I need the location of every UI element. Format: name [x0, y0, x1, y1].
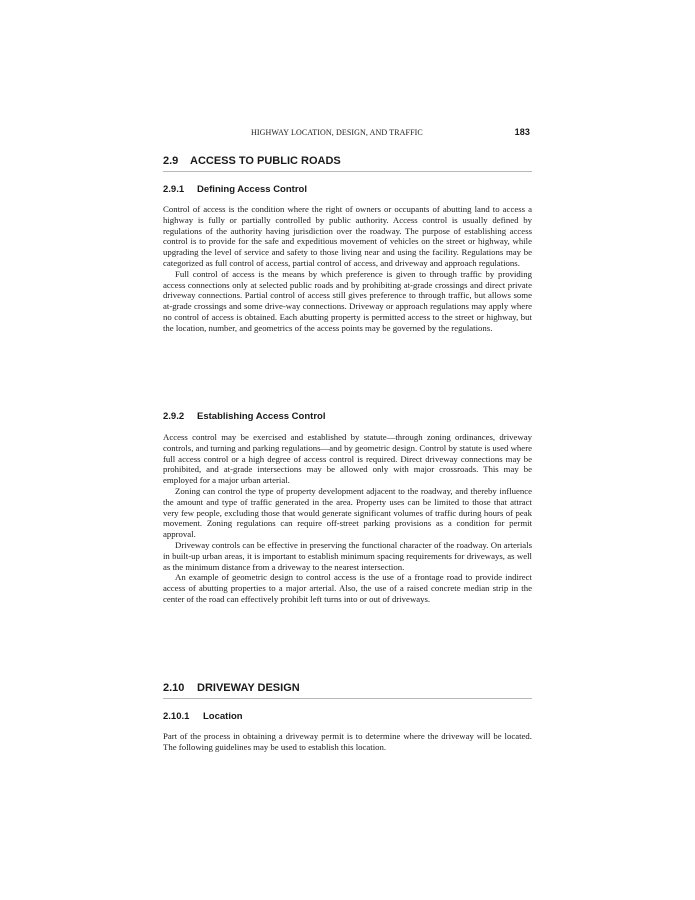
section-heading-2-9 [163, 155, 532, 172]
subsection-title: Defining Access Control [197, 184, 307, 195]
page-number: 183 [514, 127, 530, 137]
section-title: DRIVEWAY DESIGN [197, 682, 300, 694]
paragraph: Driveway controls can be effective in preserving the functional character of the roadway. On arterials in built-up urban areas, it is important to establish minimum spacing requirements for driveways, as well as the minimum distance from a driveway to the nearest intersection. [163, 539, 532, 572]
subsection-number: 2.9.1 [163, 184, 185, 195]
paragraph: Part of the process in obtaining a driveway permit is to determine where the driveway will be located. The following guidelines may be used to establish this location. [163, 731, 532, 752]
paragraph: Access control may be exercised and established by statute—through zoning ordinances, driveway controls, and turning and parking regulations—and by geometric design. Control by statute is used where full access control or a high degree of access control is required. Direct driveway connections may be prohibited, and at-grade intersections may be allowed only with major crossroads. This may be employed for a major urban arterial. [163, 432, 532, 486]
subsection-heading-2-9-2 [163, 411, 325, 422]
subsection-heading-2-10-1 [163, 711, 243, 722]
paragraph: Full control of access is the means by which preference is given to through traffic by providing access connections only at selected public roads and by prohibiting at-grade crossings and direct private driveway connections. Partial control of access still gives preference to through traffic, but allows some at-grade crossings and some drive-way connections. Driveway or approach regulations may apply where no control of access is obtained. Each abutting property is permitted access to the street or highway, but the location, number, and geometrics of the access points may be governed by the regulations. [163, 268, 532, 333]
subsection-title: Location [203, 711, 243, 722]
running-title: HIGHWAY LOCATION, DESIGN, AND TRAFFIC [251, 128, 423, 137]
subsection-title: Establishing Access Control [197, 411, 326, 422]
subsection-heading-2-9-1 [163, 184, 307, 195]
section-number: 2.9 [163, 155, 179, 167]
section-heading-2-10 [163, 682, 532, 699]
running-header [163, 128, 532, 140]
paragraph: Control of access is the condition where the right of owners or occupants of abutting land to access a highway is fully or partially controlled by public authority. Access control is usually defined by regulations of the authority having jurisdiction over the roadway. The purpose of establishing access control is to provide for the safe and expeditious movement of vehicles on the street or highway, while upgrading the level of service and safety to those living near and using the facility. Regulations may be categorized as full control of access, partial control of access, and driveway and approach regulations. [163, 204, 532, 268]
paragraph: An example of geometric design to control access is the use of a frontage road to provide indirect access of abutting properties to a major arterial. Also, the use of a raised concrete median strip in the center of the road can effectively prohibit left turns into or out of driveways. [163, 572, 532, 604]
section-title: ACCESS TO PUBLIC ROADS [190, 155, 341, 167]
section-number: 2.10 [163, 682, 185, 694]
subsection-body-2-9-2 [163, 432, 532, 605]
subsection-number: 2.9.2 [163, 411, 185, 422]
subsection-body-2-9-1 [163, 204, 532, 334]
subsection-body-2-10-1 [163, 731, 532, 753]
subsection-number: 2.10.1 [163, 711, 190, 722]
paragraph: Zoning can control the type of property development adjacent to the roadway, and thereby influence the amount and type of traffic generated in the area. Property uses can be limited to those that attract very few people, excluding those that would generate significant volumes of traffic during hours of peak movement. Zoning regulations can require off-street parking provisions as a condition for permit approval. [163, 485, 532, 540]
